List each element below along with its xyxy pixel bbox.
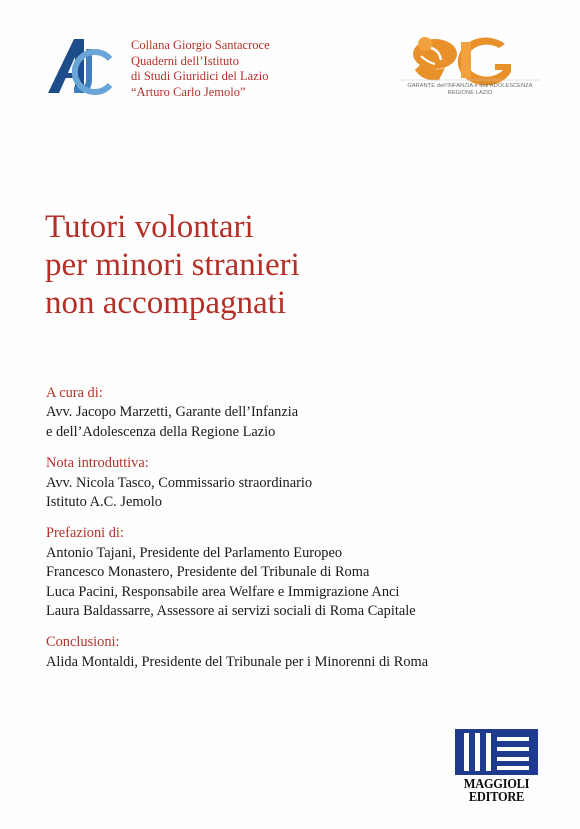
section-prefazioni — [46, 524, 556, 621]
section-label: Conclusioni: — [46, 634, 120, 651]
section-conclusioni — [46, 633, 556, 672]
credit-line: Avv. Nicola Tasco, Commissario straordinario — [46, 474, 313, 491]
credit-line: e dell’Adolescenza della Regione Lazio — [46, 423, 276, 440]
credit-line: Francesco Monastero, Presidente del Tribunale di Roma — [46, 564, 370, 581]
credit-line: Laura Baldassarre, Assessore ai servizi sociali di Roma Capitale — [46, 603, 416, 620]
publisher-name-line2: EDITORE — [468, 789, 525, 804]
garante-caption-line2: REGIONE LAZIO — [447, 90, 493, 96]
maggioli-bars-icon — [455, 729, 538, 775]
garante-caption — [395, 83, 545, 97]
publisher-name-line1: MAGGIOLI — [463, 776, 530, 791]
publisher-name — [458, 777, 534, 803]
section-label: Nota introduttiva: — [46, 455, 149, 472]
title-line: non accompagnati — [45, 285, 286, 321]
credits — [46, 384, 556, 684]
istituto-jemolo-logo-icon — [44, 35, 116, 97]
section-curatore — [46, 384, 556, 442]
series-info — [131, 38, 270, 100]
book-title — [45, 208, 300, 322]
garante-caption-line1: GARANTE dell’INFANZIA e dell’ADOLESCENZA — [407, 83, 533, 89]
credit-line: Luca Pacini, Responsabile area Welfare e Immigrazione Anci — [46, 583, 400, 600]
series-line: Quaderni dell’Istituto — [131, 53, 239, 68]
publisher-logo — [455, 729, 538, 803]
series-line: Collana Giorgio Santacroce — [131, 38, 270, 52]
credit-line: Antonio Tajani, Presidente del Parlamento Europeo — [46, 544, 343, 561]
credit-line: Alida Montaldi, Presidente del Tribunale per i Minorenni di Roma — [46, 653, 429, 670]
title-line: Tutori volontari — [45, 209, 254, 245]
section-label: Prefazioni di: — [46, 525, 124, 542]
credit-line: Avv. Jacopo Marzetti, Garante dell’Infanzia — [46, 404, 299, 421]
credit-line: Istituto A.C. Jemolo — [46, 494, 162, 511]
series-line: di Studi Giuridici del Lazio — [131, 69, 269, 83]
title-line: per minori stranieri — [45, 247, 300, 283]
series-line: “Arturo Carlo Jemolo” — [131, 84, 246, 99]
section-label: A cura di: — [46, 385, 103, 401]
section-nota — [46, 454, 556, 512]
